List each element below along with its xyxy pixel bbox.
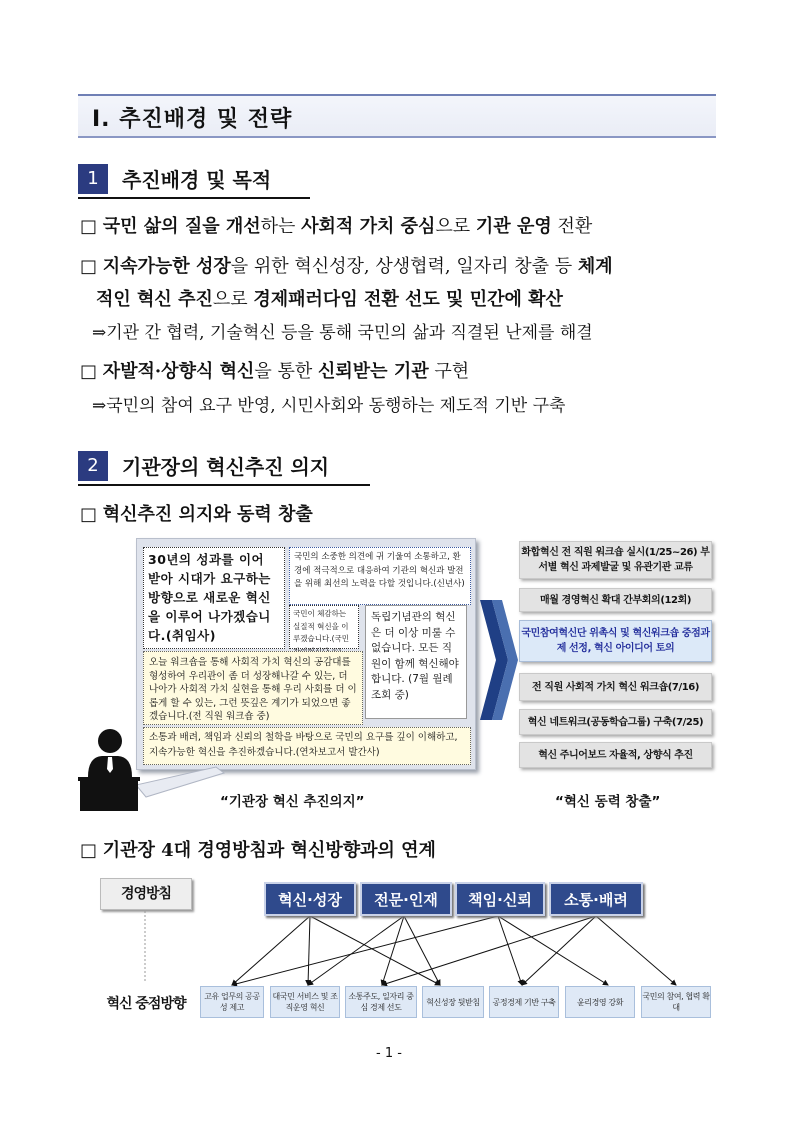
bullet-1-part: 하는 [260, 216, 302, 237]
link-line [382, 916, 404, 985]
bullet-4-text: 혁신추진 의지와 동력 창출 [102, 504, 313, 525]
link-line [382, 916, 596, 985]
direction-box: 국민의 참여, 협력 확대 [641, 986, 711, 1018]
bullet-1-part: 사회적 가치 중심 [301, 216, 436, 237]
sub-point-1: ⇒기관 간 협력, 기술혁신 등을 통해 국민의 삶과 직결된 난제를 해결 [92, 323, 593, 343]
principle-box: 전문·인재 [360, 882, 452, 916]
quote-workshop: 오늘 워크숍을 통해 사회적 가치 혁신의 공감대를 형성하여 우리관이 좀 더 성장해나갈 수 있는, 더 나아가 사회적 가치 실현을 통해 우리 사회를 더 이롭게 할 수 있는, 그런 뜻깊은 계기가 되었으면 좋겠습니다.(전 직원 워크숍 중) [143, 651, 363, 725]
link-line [404, 916, 440, 985]
quote-citizen-group: 국민이 체감하는 실질적 혁신을 이루겠습니다.(국민 [289, 605, 359, 649]
quote-monthly-meeting: 독립기념관의 혁신은 더 이상 미룰 수 없습니다. 모든 직원이 함께 혁신해야 합니다. (7월 월례조회 중) [365, 605, 467, 719]
link-line [498, 916, 522, 985]
link-line [522, 916, 596, 985]
link-line [308, 916, 310, 985]
bullet-2-part: 경제패러다임 전환 선도 및 민간에 확산 [253, 289, 563, 310]
part1-title: 추진배경 및 목적 [122, 168, 272, 192]
part2-title: 기관장의 혁신추진 의지 [122, 455, 330, 479]
bullet-3-part: 자발적·상향식 혁신 [102, 361, 255, 382]
action-item: 전 직원 사회적 가치 혁신 워크숍(7/16) [519, 673, 712, 701]
checkbox-icon: □ [80, 256, 98, 277]
link-line [310, 916, 440, 985]
part1-number: 1 [78, 164, 108, 194]
bullet-2-part: 지속가능한 성장 [102, 256, 231, 277]
action-item: 혁신 주니어보드 자율적, 상향식 추진 [519, 742, 712, 768]
bullet-2-part: 체계 [577, 256, 613, 277]
part2-number: 2 [78, 451, 108, 481]
action-item-highlight: 국민참여혁신단 위촉식 및 혁신워크숍 중점과제 선정, 혁신 아이디어 토의 [519, 620, 712, 662]
checkbox-icon: □ [80, 840, 98, 861]
bullet-1-part: 전환 [551, 216, 593, 237]
bullet-3-part: 구현 [428, 361, 470, 382]
direction-box: 공정경제 기반 구축 [489, 986, 559, 1018]
bullet-3-part: 을 통한 [254, 361, 318, 382]
sub-point-2: ⇒국민의 참여 요구 반영, 시민사회와 동행하는 제도적 기반 구축 [92, 396, 566, 416]
action-item: 매월 경영혁신 확대 간부회의(12회) [519, 588, 712, 612]
page-number: - 1 - [376, 1046, 402, 1061]
checkbox-icon: □ [80, 504, 98, 525]
bullet-2-part: 적인 혁신 추진 [96, 289, 213, 310]
link-line [308, 916, 404, 985]
diagram-row1-label: 경영방침 [100, 878, 192, 910]
diagram-row2-label: 혁신 중점방향 [106, 996, 186, 1012]
checkbox-icon: □ [80, 361, 98, 382]
checkbox-icon: □ [80, 216, 98, 237]
action-item: 화합혁신 전 직원 워크숍 실시(1/25~26) 부서별 혁신 과제발굴 및 유관기관 교류 [519, 541, 712, 579]
caption-right: “혁신 동력 창출” [555, 794, 661, 810]
direction-box: 대국민 서비스 및 조직운영 혁신 [270, 986, 340, 1018]
bullet-1-part: 국민 삶의 질을 개선 [102, 216, 261, 237]
caption-left: “기관장 혁신 추진의지” [220, 794, 365, 810]
action-item: 혁신 네트워크(공동학습그룹) 구축(7/25) [519, 709, 712, 735]
bullet-2-part: 을 위한 혁신성장, 상생협력, 일자리 창출 등 [230, 256, 578, 277]
link-line [596, 916, 676, 985]
direction-box: 고유 업무의 공공성 제고 [200, 986, 264, 1018]
bullet-1-part: 으로 [435, 216, 476, 237]
link-line [232, 916, 498, 985]
quote-annual-report: 소통과 배려, 책임과 신뢰의 철학을 바탕으로 국민의 요구를 깊이 이해하고, 지속가능한 혁신을 추진하겠습니다.(연차보고서 발간사) [143, 727, 471, 765]
bullet-1-part: 기관 운영 [475, 216, 552, 237]
principle-box: 소통·배려 [549, 882, 643, 916]
section-title: Ⅰ. 추진배경 및 전략 [92, 107, 293, 132]
direction-box: 소통주도, 일자리 중심 경제 선도 [345, 986, 417, 1018]
quote-newyear: 국민의 소중한 의견에 귀 기울여 소통하고, 환경에 적극적으로 대응하여 기관의 혁신과 발전을 위해 최선의 노력을 다할 것입니다.(신년사) [289, 547, 471, 605]
link-line [498, 916, 608, 985]
principle-box: 혁신·성장 [264, 882, 356, 916]
direction-box: 윤리경영 강화 [565, 986, 635, 1018]
principle-box: 책임·신뢰 [455, 882, 545, 916]
direction-box: 혁신성장 뒷받침 [422, 986, 484, 1018]
quote-inauguration: 30년의 성과를 이어 받아 시대가 요구하는 방향으로 새로운 혁신을 이루어 나가겠습니다.(취임사) [143, 547, 285, 649]
bullet-5-text: 기관장 4대 경영방침과 혁신방향과의 연계 [102, 840, 436, 861]
bullet-2-part: 으로 [212, 289, 254, 310]
bullet-3-part: 신뢰받는 기관 [318, 361, 429, 382]
